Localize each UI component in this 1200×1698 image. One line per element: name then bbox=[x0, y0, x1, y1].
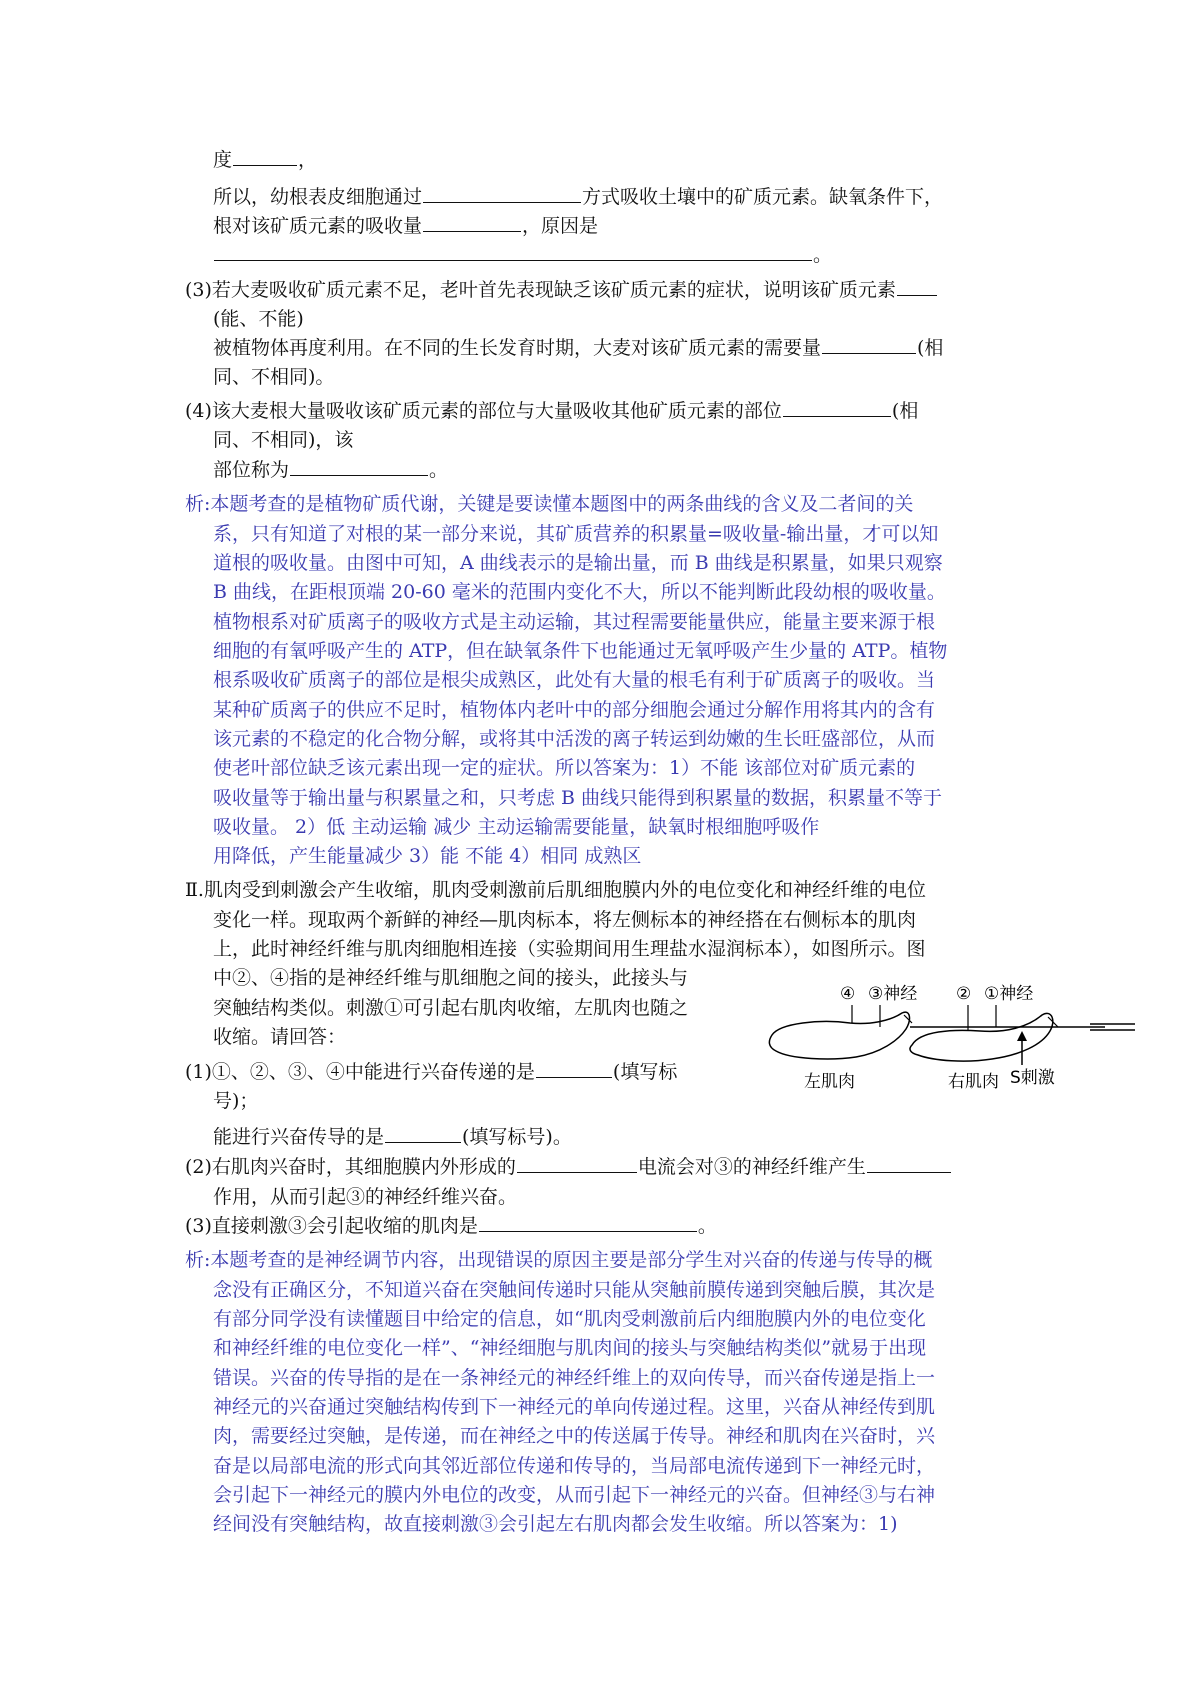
q4-line-1: (4)该大麦根大量吸收该矿质元素的部位与大量吸收其他矿质元素的部位 (相 bbox=[185, 400, 919, 422]
q2-line-3: 根对该矿质元素的吸收量 ，原因是 bbox=[213, 215, 599, 237]
blank-field[interactable] bbox=[536, 1059, 612, 1078]
p2q1-line-2: 号)； bbox=[213, 1090, 259, 1112]
q2-line-1: 度 ， bbox=[213, 149, 318, 171]
part2-line: 变化一样。现取两个新鲜的神经—肌肉标本，将左侧标本的神经搭在右侧标本的肌肉 bbox=[213, 909, 917, 931]
left-muscle-shape bbox=[769, 1012, 909, 1059]
blank-field[interactable] bbox=[233, 147, 297, 166]
p2q2-line-2: 作用，从而引起③的神经纤维兴奋。 bbox=[213, 1186, 518, 1208]
analysis2-line: 念没有正确区分，不知道兴奋在突触间传递时只能从突触前膜传递到突触后膜，其次是 bbox=[213, 1279, 936, 1301]
label-right-muscle: 右肌肉 bbox=[948, 1072, 999, 1092]
blank-field[interactable] bbox=[897, 277, 937, 296]
blank-field[interactable] bbox=[517, 1154, 637, 1173]
label-4: ④ bbox=[840, 984, 856, 1004]
blank-field[interactable] bbox=[214, 242, 812, 261]
p2q2-line-1: (2)右肌肉兴奋时，其细胞膜内外形成的 电流会对③的神经纤维产生 bbox=[185, 1153, 952, 1181]
analysis1-line: 吸收量。 2）低 主动运输 减少 主动运输需要能量，缺氧时根细胞呼吸作 bbox=[213, 816, 820, 838]
analysis2-line: 和神经纤维的电位变化一样”、“神经细胞与肌肉间的接头与突触结构类似”就易于出现 bbox=[213, 1337, 927, 1359]
analysis2-line: 肉，需要经过突触，是传递，而在神经之中的传送属于传导。神经和肌肉在兴奋时，兴 bbox=[213, 1425, 936, 1447]
label-1-nerve: ①神经 bbox=[984, 984, 1034, 1004]
q2-line-4: 。 bbox=[213, 241, 832, 269]
analysis1-line: 细胞的有氧呼吸产生的 ATP，但在缺氧条件下也能通过无氧呼吸产生少量的 ATP。植物 bbox=[213, 640, 948, 662]
p2q1-line-3: 能进行兴奋传导的是 (填写标号)。 bbox=[213, 1126, 572, 1148]
blank-field[interactable] bbox=[867, 1154, 951, 1173]
analysis1-line: 该元素的不稳定的化合物分解，或将其中活泼的离子转运到幼嫩的生长旺盛部位，从而 bbox=[213, 728, 936, 750]
blank-field[interactable] bbox=[385, 1124, 461, 1143]
stimulus-arrow-head bbox=[1017, 1031, 1027, 1041]
q4-line-2: 同、不相同)，该 bbox=[213, 429, 354, 451]
analysis1-line: 使老叶部位缺乏该元素出现一定的症状。所以答案为：1）不能 该部位对矿质元素的 bbox=[213, 757, 916, 779]
analysis1-line: 系，只有知道了对根的某一部分来说，其矿质营养的积累量=吸收量-输出量，才可以知 bbox=[213, 523, 939, 545]
q3-line-2: (能、不能) bbox=[213, 308, 304, 330]
part2-line: 中②、④指的是神经纤维与肌细胞之间的接头，此接头与 bbox=[213, 967, 689, 989]
label-stimulus: S刺激 bbox=[1010, 1068, 1055, 1088]
analysis2-line: 析:本题考查的是神经调节内容，出现错误的原因主要是部分学生对兴奋的传递与传导的概 bbox=[185, 1249, 933, 1271]
analysis1-line: 某种矿质离子的供应不足时，植物体内老叶中的部分细胞会通过分解作用将其内的含有 bbox=[213, 699, 936, 721]
analysis1-line: 吸收量等于输出量与积累量之和，只考虑 B 曲线只能得到积累量的数据，积累量不等于 bbox=[213, 787, 943, 809]
analysis2-line: 经间没有突触结构，故直接刺激③会引起左右肌肉都会发生收缩。所以答案为：1) bbox=[213, 1513, 898, 1535]
nerve-muscle-diagram bbox=[760, 975, 1180, 1095]
part2-line: 收缩。请回答： bbox=[213, 1026, 347, 1048]
blank-field[interactable] bbox=[822, 335, 916, 354]
q3-line-1: (3)若大麦吸收矿质元素不足，老叶首先表现缺乏该矿质元素的症状，说明该矿质元素 bbox=[185, 276, 938, 304]
part2-line: 突触结构类似。刺激①可引起右肌肉收缩，左肌肉也随之 bbox=[213, 997, 689, 1019]
q4-line-3: 部位称为 。 bbox=[213, 459, 449, 481]
analysis1-line: 根系吸收矿质离子的部位是根尖成熟区，此处有大量的根毛有利于矿质离子的吸收。当 bbox=[213, 669, 936, 691]
blank-field[interactable] bbox=[423, 184, 581, 203]
blank-field[interactable] bbox=[783, 398, 891, 417]
right-muscle-shape bbox=[910, 1013, 1053, 1061]
q3-line-3: 被植物体再度利用。在不同的生长发育时期，大麦对该矿质元素的需要量 (相 bbox=[213, 337, 944, 359]
blank-field[interactable] bbox=[290, 457, 428, 476]
analysis2-line: 有部分同学没有读懂题目中给定的信息，如“肌肉受刺激前后内细胞膜内外的电位变化 bbox=[213, 1308, 926, 1330]
q3-line-4: 同、不相同)。 bbox=[213, 366, 335, 388]
analysis2-line: 会引起下一神经元的膜内外电位的改变，从而引起下一神经元的兴奋。但神经③与右神 bbox=[213, 1484, 936, 1506]
analysis1-line: B 曲线，在距根顶端 20-60 毫米的范围内变化不大，所以不能判断此段幼根的吸收量。 bbox=[213, 581, 946, 603]
label-left-muscle: 左肌肉 bbox=[804, 1072, 855, 1092]
blank-field[interactable] bbox=[479, 1213, 697, 1232]
analysis2-line: 神经元的兴奋通过突触结构传到下一神经元的单向传递过程。这里，兴奋从神经传到肌 bbox=[213, 1396, 936, 1418]
analysis1-line: 道根的吸收量。由图中可知，A 曲线表示的是输出量，而 B 曲线是积累量，如果只观察 bbox=[213, 552, 943, 574]
q2-line-2: 所以，幼根表皮细胞通过 方式吸收土壤中的矿质元素。缺氧条件下， bbox=[213, 186, 944, 208]
part2-line: Ⅱ.肌肉受到刺激会产生收缩，肌肉受刺激前后肌细胞膜内外的电位变化和神经纤维的电位 bbox=[185, 879, 926, 901]
analysis1-line: 析:本题考查的是植物矿质代谢，关键是要读懂本题图中的两条曲线的含义及二者间的关 bbox=[185, 493, 914, 515]
label-2: ② bbox=[956, 984, 972, 1004]
analysis1-line: 植物根系对矿质离子的吸收方式是主动运输，其过程需要能量供应，能量主要来源于根 bbox=[213, 611, 936, 633]
label-3-nerve: ③神经 bbox=[868, 984, 918, 1004]
p2q3-line-1: (3)直接刺激③会引起收缩的肌肉是 。 bbox=[185, 1215, 717, 1237]
blank-field[interactable] bbox=[423, 213, 521, 232]
p2q1-line-1: (1)①、②、③、④中能进行兴奋传递的是 (填写标 bbox=[185, 1061, 678, 1083]
analysis1-line: 用降低，产生能量减少 3）能 不能 4）相同 成熟区 bbox=[213, 845, 642, 867]
analysis2-line: 错误。兴奋的传导指的是在一条神经元的神经纤维上的双向传导，而兴奋传递是指上一 bbox=[213, 1367, 936, 1389]
part2-line: 上，此时神经纤维与肌肉细胞相连接（实验期间用生理盐水湿润标本），如图所示。图 bbox=[213, 938, 926, 960]
analysis2-line: 奋是以局部电流的形式向其邻近部位传递和传导的，当局部电流传递到下一神经元时， bbox=[213, 1455, 936, 1477]
junction-4 bbox=[904, 1015, 912, 1023]
